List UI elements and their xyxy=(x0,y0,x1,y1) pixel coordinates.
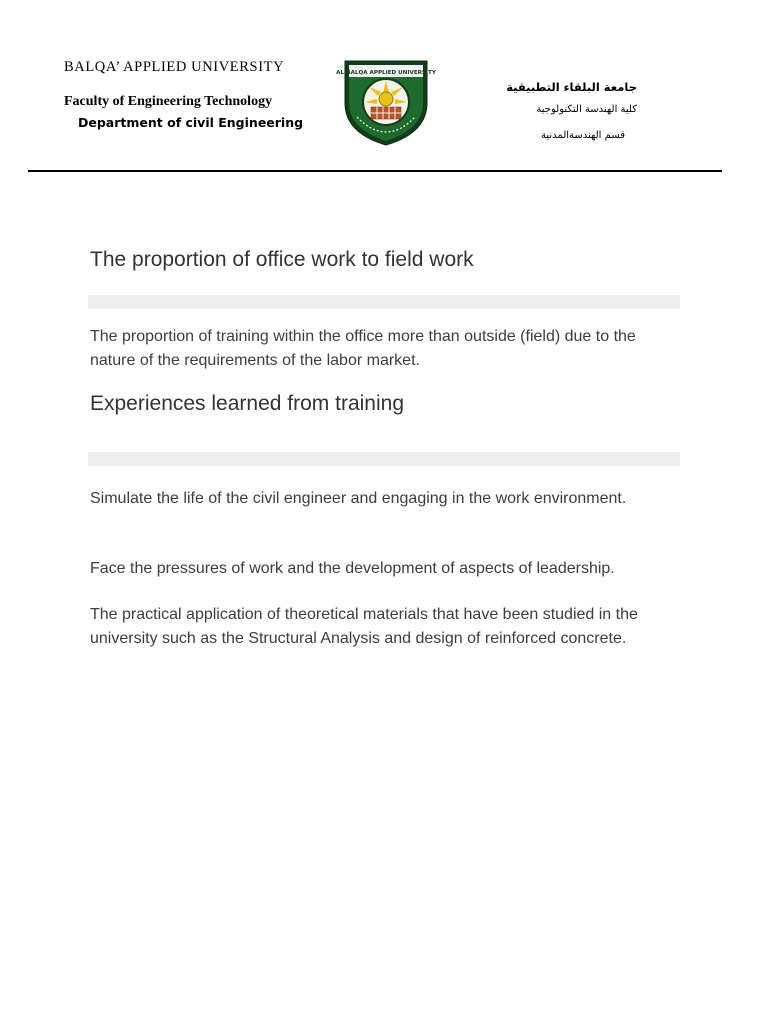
department-name-ar: قسم الهندسةالمدنية xyxy=(541,130,625,141)
section-heading-experiences: Experiences learned from training xyxy=(90,392,404,415)
seal-text: AL-BALQA APPLIED UNIVERSITY xyxy=(336,70,436,76)
section-divider-band xyxy=(88,295,680,309)
section-divider-band xyxy=(88,452,680,466)
header-right xyxy=(506,80,637,141)
faculty-name-ar: كلية الهندسة التكنولوجية xyxy=(536,104,637,115)
paragraph-office-proportion: The proportion of training within the office more than outside (field) due to the nature of the requirements of the labor market. xyxy=(90,328,636,369)
paragraph-practical: The practical application of theoretical materials that have been studied in the university such as the Structural Analysis and design of reinforced concrete. xyxy=(90,606,638,647)
paragraph-pressures: Face the pressures of work and the development of aspects of leadership. xyxy=(90,560,615,577)
university-seal-logo xyxy=(336,57,436,147)
header-left xyxy=(64,59,304,130)
university-name-ar: جامعة البلقاء التطبيقية xyxy=(506,80,637,94)
header-divider xyxy=(28,170,722,172)
section-heading-office-field: The proportion of office work to field work xyxy=(90,248,474,271)
paragraph-simulate: Simulate the life of the civil engineer and engaging in the work environment. xyxy=(90,490,627,507)
department-name-en: Department of civil Engineering xyxy=(78,115,304,130)
university-name-en: BALQA’ APPLIED UNIVERSITY xyxy=(64,59,285,75)
faculty-name-en: Faculty of Engineering Technology xyxy=(64,94,273,109)
